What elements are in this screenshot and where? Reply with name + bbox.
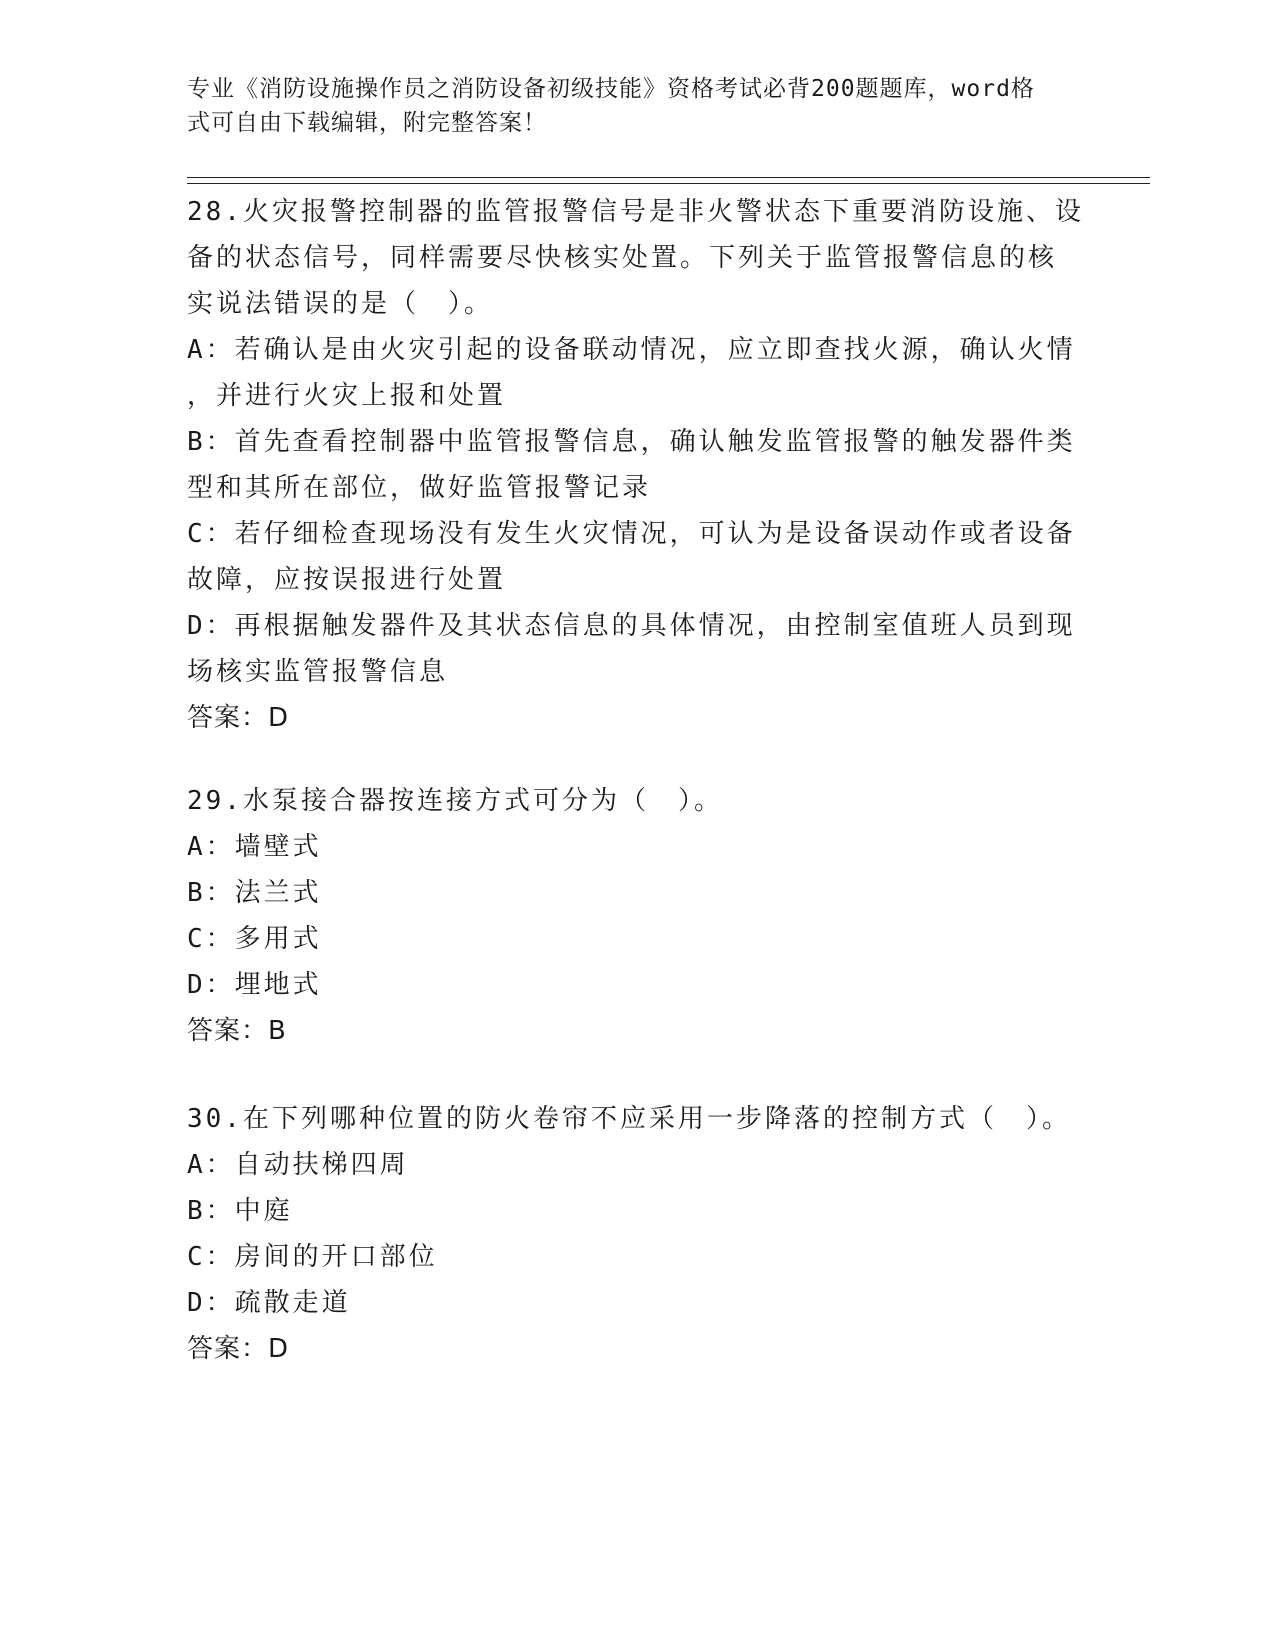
option-c: C：多用式 <box>187 924 322 954</box>
header-line: 专业《消防设施操作员之消防设备初级技能》资格考试必背200题题库，word格 <box>187 76 1035 102</box>
option-c: C：若仔细检查现场没有发生火灾情况，可认为是设备误动作或者设备 <box>187 519 1076 549</box>
question-stem: 实说法错误的是（ ）。 <box>187 289 494 319</box>
header-line: 式可自由下载编辑，附完整答案！ <box>187 110 547 136</box>
option-b: B：首先查看控制器中监管报警信息，确认触发监管报警的触发器件类 <box>187 427 1076 457</box>
option-c: C：房间的开口部位 <box>187 1242 438 1272</box>
question-stem: 30.在下列哪种位置的防火卷帘不应采用一步降落的控制方式（ ）。 <box>187 1104 1071 1134</box>
option-a: A：自动扶梯四周 <box>187 1150 409 1180</box>
option-b: 型和其所在部位，做好监管报警记录 <box>187 473 652 503</box>
option-a: ，并进行火灾上报和处置 <box>187 381 507 411</box>
option-b: B：中庭 <box>187 1196 293 1226</box>
header-divider <box>187 183 1150 184</box>
question-stem: 29.水泵接合器按连接方式可分为（ ）。 <box>187 786 723 816</box>
option-b: B：法兰式 <box>187 878 322 908</box>
question-block <box>187 778 1087 1054</box>
option-d: D：疏散走道 <box>187 1288 351 1318</box>
question-block <box>187 1096 1087 1372</box>
option-d: 场核实监管报警信息 <box>187 657 449 687</box>
option-a: A：若确认是由火灾引起的设备联动情况，应立即查找火源，确认火情 <box>187 335 1076 365</box>
answer-line: 答案：D <box>187 703 290 733</box>
option-d: D：埋地式 <box>187 970 322 1000</box>
question-block <box>187 189 1087 741</box>
question-stem: 28.火灾报警控制器的监管报警信号是非火警状态下重要消防设施、设 <box>187 197 1084 227</box>
option-c: 故障，应按误报进行处置 <box>187 565 507 595</box>
option-a: A：墙壁式 <box>187 832 322 862</box>
answer-line: 答案：D <box>187 1334 290 1364</box>
document-header <box>187 72 1087 140</box>
option-d: D：再根据触发器件及其状态信息的具体情况，由控制室值班人员到现 <box>187 611 1076 641</box>
header-divider <box>187 177 1150 178</box>
question-stem: 备的状态信号，同样需要尽快核实处置。下列关于监管报警信息的核 <box>187 243 1058 273</box>
answer-line: 答案：B <box>187 1016 287 1046</box>
